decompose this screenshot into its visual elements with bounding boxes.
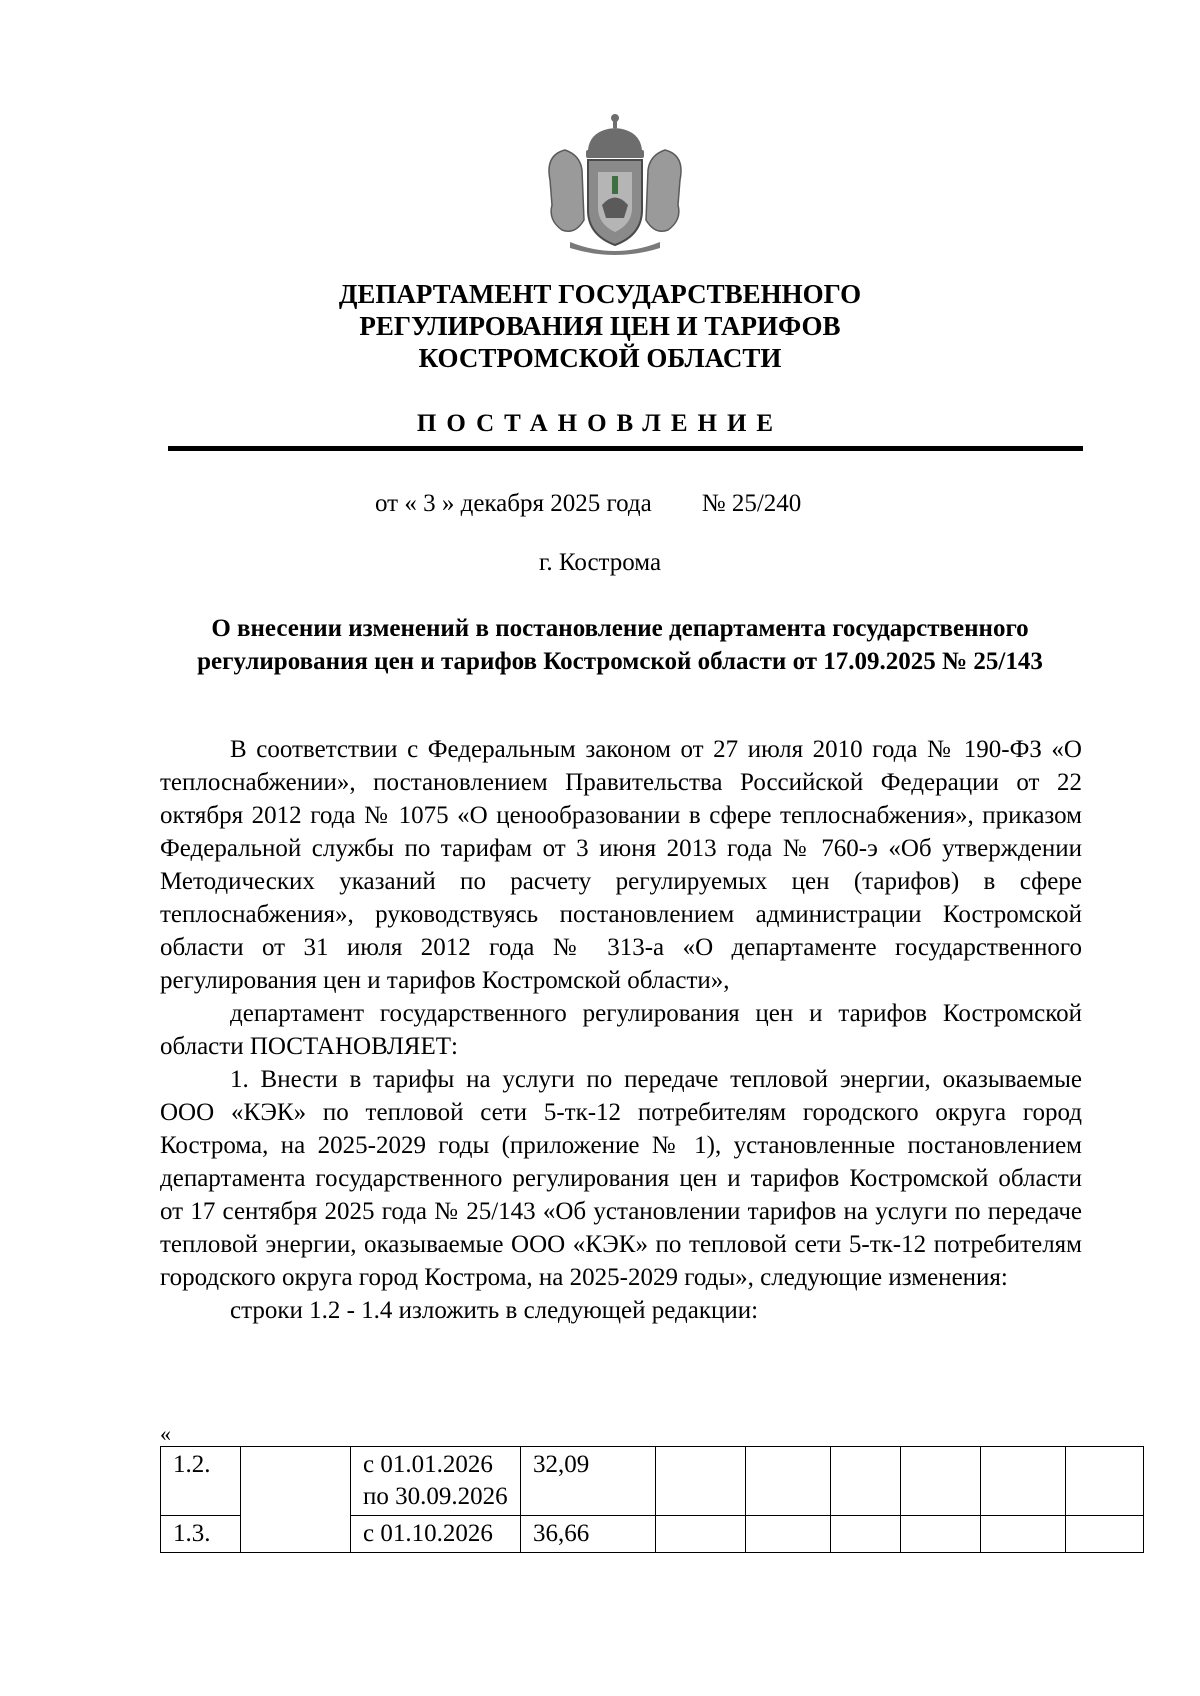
- table-cell: [1066, 1447, 1144, 1516]
- department-line-1: ДЕПАРТАМЕНТ ГОСУДАРСТВЕННОГО: [338, 279, 862, 309]
- decree-date: от « 3 » декабря 2025 года: [375, 490, 652, 517]
- row-number: 1.3.: [161, 1516, 241, 1553]
- paragraph-resolves: департамент государственного регулирования цен и тарифов Костромской области ПОСТАНОВЛЯЕТ:: [160, 1000, 1082, 1060]
- paragraph-rows-note: строки 1.2 - 1.4 изложить в следующей редакции:: [230, 1297, 759, 1324]
- header-divider: [168, 446, 1083, 451]
- table-cell: [241, 1447, 351, 1553]
- table-cell: [901, 1516, 981, 1553]
- subject-line-1: О внесении изменений в постановление департамента государственного: [211, 615, 1029, 642]
- subject-line-2: регулирования цен и тарифов Костромской области от 17.09.2025 № 25/143: [197, 648, 1043, 675]
- table-cell: [981, 1516, 1066, 1553]
- table-cell: [831, 1516, 901, 1553]
- paragraph-item-1: 1. Внести в тарифы на услуги по передаче тепловой энергии, оказываемые ООО «КЭК» по тепловой сети 5-тк-12 потребителям городского округа город Кострома, на 2025-2029 годы (приложение № 1), установленные постановлением департамента государственного регулирования цен и тарифов Костромской области от 17 сентября 2025 года № 25/143 «Об установлении тарифов на услуги по передаче тепловой энергии, оказываемые ООО «КЭК» по тепловой сети 5-тк-12 потребителям городского округа город Кострома, на 2025-2029 годы», следующие изменения:: [160, 1066, 1082, 1291]
- tariff-value: 32,09: [521, 1447, 656, 1516]
- decree-subject: [150, 612, 1090, 678]
- date-number-line: [375, 490, 801, 518]
- paragraph-legal-basis: В соответствии с Федеральным законом от 27 июля 2010 года № 190-ФЗ «О теплоснабжении», постановлением Правительства Российской Федерации от 22 октября 2012 года № 1075 «О ценообразовании в сфере теплоснабжения», приказом Федеральной службы по тарифам от 3 июня 2013 года № 760-э «Об утверждении Методических указаний по расчету регулируемых цен (тарифов) в сфере теплоснабжения», руководствуясь постановлением администрации Костромской области от 31 июля 2012 года № 313-а «О департаменте государственного регулирования цен и тарифов Костромской области»,: [160, 736, 1082, 994]
- department-line-3: КОСТРОМСКОЙ ОБЛАСТИ: [418, 343, 782, 373]
- table-cell: [746, 1447, 831, 1516]
- decree-number: № 25/240: [701, 490, 802, 517]
- table-cell: [831, 1447, 901, 1516]
- tariff-value: 36,66: [521, 1516, 656, 1553]
- decree-title: ПОСТАНОВЛЕНИЕ: [416, 410, 784, 437]
- table-cell: [656, 1516, 746, 1553]
- open-quote: «: [160, 1421, 171, 1446]
- table-cell: [1066, 1516, 1144, 1553]
- kostroma-coat-of-arms-icon: [540, 110, 690, 260]
- period-cell: [351, 1447, 521, 1516]
- city: г. Кострома: [538, 549, 662, 576]
- department-line-2: РЕГУЛИРОВАНИЯ ЦЕН И ТАРИФОВ: [359, 311, 841, 341]
- decree-body: [160, 733, 1082, 1327]
- tariff-table: [160, 1446, 1144, 1553]
- period-cell: [351, 1516, 521, 1553]
- table-cell: [901, 1447, 981, 1516]
- period-from: с 01.01.2026: [363, 1451, 493, 1478]
- table-cell: [981, 1447, 1066, 1516]
- table-cell: [656, 1447, 746, 1516]
- table-cell: [746, 1516, 831, 1553]
- period-to: по 30.09.2026: [363, 1483, 508, 1510]
- department-name: [180, 278, 1020, 374]
- table-row: [161, 1447, 1144, 1516]
- period-from: с 01.10.2026: [363, 1520, 493, 1547]
- row-number: 1.2.: [161, 1447, 241, 1516]
